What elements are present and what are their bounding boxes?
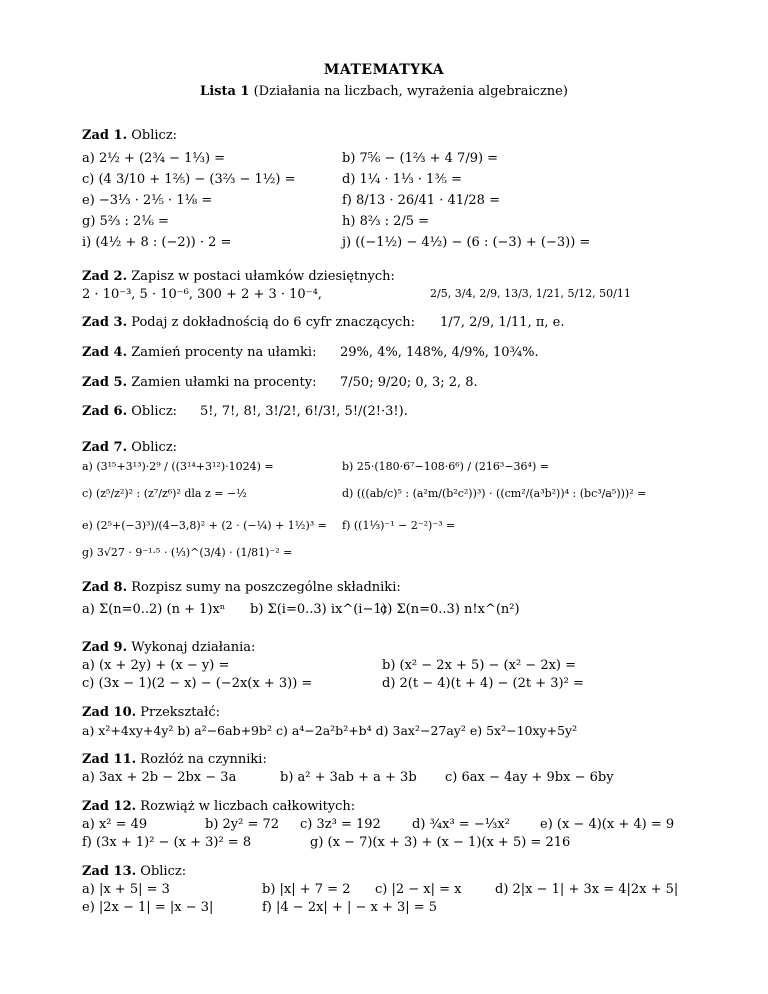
task-4-heading [82,345,316,360]
task-1b: b) 7⅚ − (1⅔ + 4 7/9) = [342,151,499,166]
task-2-fractions: 2/5, 3/4, 2/9, 13/3, 1/21, 5/12, 50/11 [430,287,631,300]
task-11a: a) 3ax + 2b − 2bx − 3a [82,770,237,785]
task-10-number: Zad 10. [82,705,137,720]
task-9-number: Zad 9. [82,640,128,655]
task-11-instruction: Rozłóż na czynniki: [140,752,267,767]
list-desc: (Działania na liczbach, wyrażenia algebraiczne) [253,84,568,99]
task-1j: j) ((−1½) − 4½) − (6 : (−3) + (−3)) = [342,235,591,250]
task-7b: b) 25·(180·6⁷−108·6⁶) / (216³−36⁴) = [342,460,549,473]
task-3-number: Zad 3. [82,315,128,330]
task-3-heading [82,315,415,330]
task-12f: f) (3x + 1)² − (x + 3)² = 8 [82,835,252,850]
task-11c: c) 6ax − 4ay + 9bx − 6by [445,770,614,785]
task-13c: c) |2 − x| = x [375,882,462,897]
task-13-instruction: Oblicz: [140,864,187,879]
task-1-number: Zad 1. [82,128,128,143]
task-2-instruction: Zapisz w postaci ułamków dziesiętnych: [131,269,395,284]
task-6-items: 5!, 7!, 8!, 3!/2!, 6!/3!, 5!/(2!·3!). [200,404,408,419]
task-7f: f) ((1⅓)⁻¹ − 2⁻²)⁻³ = [342,519,456,532]
task-7-instruction: Oblicz: [131,440,178,455]
task-2-number: Zad 2. [82,269,128,284]
task-11-heading [82,752,267,767]
task-13-number: Zad 13. [82,864,137,879]
task-10-items: a) x²+4xy+4y² b) a²−6ab+9b² c) a⁴−2a²b²+b⁴ d) 3ax²−27ay² e) 5x²−10xy+5y² [82,723,578,738]
task-12-instruction: Rozwiąż w liczbach całkowitych: [140,799,356,814]
task-1-heading [82,128,177,143]
task-10-instruction: Przekształć: [140,705,221,720]
task-7-number: Zad 7. [82,440,128,455]
task-7c: c) (z⁵/z²)² : (z⁷/z⁶)² dla z = −½ [82,487,247,500]
task-8c: c) Σ(n=0..3) n!x^(n²) [380,602,520,617]
task-8-instruction: Rozpisz sumy na poszczególne składniki: [131,580,401,595]
list-label: Lista 1 [200,84,250,99]
task-11-number: Zad 11. [82,752,137,767]
task-12g: g) (x − 7)(x + 3) + (x − 1)(x + 5) = 216 [310,835,571,850]
task-4-number: Zad 4. [82,345,128,360]
task-4-items: 29%, 4%, 148%, 4/9%, 10¾%. [340,345,539,360]
task-1g: g) 5⅔ : 2⅙ = [82,214,169,229]
task-2-powers: 2 · 10⁻³, 5 · 10⁻⁶, 300 + 2 + 3 · 10⁻⁴, [82,287,322,302]
task-8b: b) Σ(i=0..3) ix^(i−1) [250,602,387,617]
task-5-items: 7/50; 9/20; 0, 3; 2, 8. [340,375,478,390]
task-9d: d) 2(t − 4)(t + 4) − (2t + 3)² = [382,676,584,691]
task-12d: d) ¾x³ = −⅓x² [412,817,510,832]
task-10-heading [82,705,220,720]
task-7d: d) (((ab/c)⁵ : (a²m/(b²c²))³) · ((cm²/(a³b²))⁴ : (bc³/a⁵)))² = [342,487,647,500]
task-1d: d) 1¼ · 1⅓ · 1⅗ = [342,172,462,187]
task-5-number: Zad 5. [82,375,128,390]
task-8-heading [82,580,401,595]
task-5-instruction: Zamien ułamki na procenty: [131,375,317,390]
task-13-heading [82,864,186,879]
task-1c: c) (4 3/10 + 1⅖) − (3⅔ − 1½) = [82,172,296,187]
task-8a: a) Σ(n=0..2) (n + 1)xⁿ [82,602,226,617]
doc-title: MATEMATYKA [323,62,445,78]
task-12b: b) 2y² = 72 [205,817,280,832]
task-9b: b) (x² − 2x + 5) − (x² − 2x) = [382,658,577,673]
task-12e: e) (x − 4)(x + 4) = 9 [540,817,675,832]
doc-subtitle [0,84,768,99]
task-9c: c) (3x − 1)(2 − x) − (−2x(x + 3)) = [82,676,313,691]
task-2-heading [82,269,395,284]
task-6-number: Zad 6. [82,404,128,419]
task-12a: a) x² = 49 [82,817,148,832]
task-7-heading [82,440,177,455]
task-6-instruction: Oblicz: [131,404,178,419]
task-1f: f) 8/13 · 26/41 · 41/28 = [342,193,500,208]
task-12-number: Zad 12. [82,799,137,814]
task-12-heading [82,799,355,814]
task-5-heading [82,375,316,390]
task-3-instruction: Podaj z dokładnością do 6 cyfr znaczących: [131,315,415,330]
task-7a: a) (3¹⁵+3¹³)·2⁹ / ((3¹⁴+3¹²)·1024) = [82,460,274,473]
task-1e: e) −3⅓ · 2⅕ · 1⅛ = [82,193,213,208]
task-1i: i) (4½ + 8 : (−2)) · 2 = [82,235,232,250]
task-7g: g) 3√27 · 9⁻¹·⁵ · (⅓)^(3/4) · (1/81)⁻² = [82,546,293,559]
task-9-heading [82,640,255,655]
task-1-instruction: Oblicz: [131,128,178,143]
task-6-heading [82,404,177,419]
task-7e: e) (2⁵+(−3)³)/(4−3,8)² + (2 · (−¼) + 1½)³ = [82,519,327,532]
task-4-instruction: Zamień procenty na ułamki: [131,345,317,360]
task-13b: b) |x| + 7 = 2 [262,882,351,897]
task-1a: a) 2½ + (2¾ − 1⅓) = [82,151,226,166]
task-12c: c) 3z³ = 192 [300,817,381,832]
task-13d: d) 2|x − 1| + 3x = 4|2x + 5| [495,882,679,897]
task-1h: h) 8⅔ : 2/5 = [342,214,430,229]
task-13e: e) |2x − 1| = |x − 3| [82,900,214,915]
task-11b: b) a² + 3ab + a + 3b [280,770,417,785]
task-8-number: Zad 8. [82,580,128,595]
task-3-items: 1/7, 2/9, 1/11, π, e. [440,315,565,330]
task-9a: a) (x + 2y) + (x − y) = [82,658,230,673]
task-13f: f) |4 − 2x| + | − x + 3| = 5 [262,900,438,915]
task-13a: a) |x + 5| = 3 [82,882,170,897]
task-9-instruction: Wykonaj działania: [131,640,256,655]
